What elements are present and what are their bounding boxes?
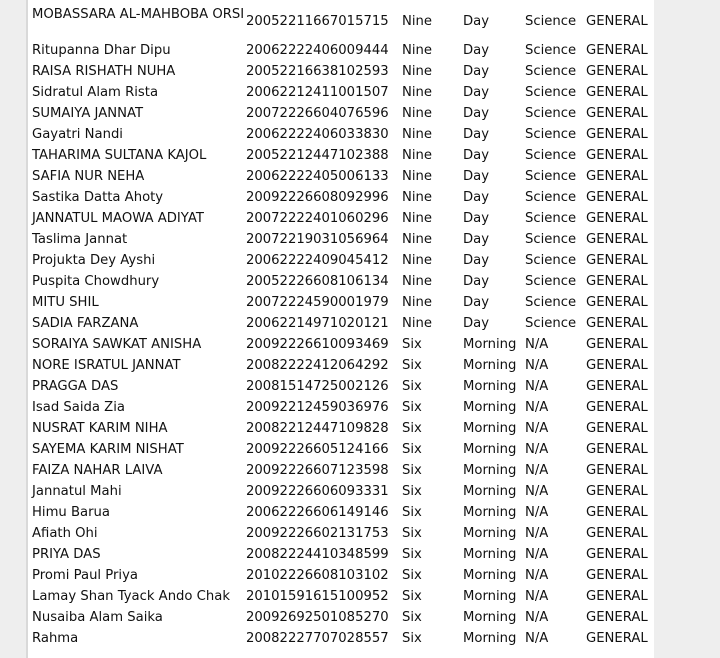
student-name: Jannatul Mahi [32,484,122,499]
student-name: SAFIA NUR NEHA [32,169,145,184]
group-name: N/A [525,442,549,457]
shift-name: Morning [463,442,517,457]
student-id: 20072226604076596 [246,106,389,121]
student-name: Sidratul Alam Rista [32,85,159,100]
table-row [32,523,658,544]
student-id: 20092226602131753 [246,526,389,541]
student-id: 20072222401060296 [246,211,389,226]
category-name: GENERAL [586,169,648,184]
class-name: Nine [402,316,433,331]
category-name: GENERAL [586,85,648,100]
category-name: GENERAL [586,589,648,604]
category-name: GENERAL [586,568,648,583]
category-name: GENERAL [586,610,648,625]
class-name: Six [402,568,422,583]
group-name: Science [525,127,577,142]
category-name: GENERAL [586,421,648,436]
class-name: Six [402,631,422,646]
group-name: Science [525,106,577,121]
class-name: Nine [402,253,433,268]
category-name: GENERAL [586,316,648,331]
table-row [32,376,658,397]
class-name: Nine [402,106,433,121]
student-name: Rahma [32,631,79,646]
category-name: GENERAL [586,14,648,29]
student-id: 20092226610093469 [246,337,389,352]
table-row [32,103,658,124]
table-row [32,628,658,649]
table-row [32,313,658,334]
class-name: Six [402,358,422,373]
student-name: RAISA RISHATH NUHA [32,64,176,79]
category-name: GENERAL [586,484,648,499]
table-row [32,334,658,355]
student-id: 20092226607123598 [246,463,389,478]
student-id: 20092226605124166 [246,442,389,457]
table-row [32,124,658,145]
shift-name: Day [463,211,490,226]
group-name: N/A [525,337,549,352]
shift-name: Morning [463,484,517,499]
student-name: Himu Barua [32,505,110,520]
class-name: Nine [402,211,433,226]
class-name: Six [402,526,422,541]
table-row [32,6,658,40]
category-name: GENERAL [586,463,648,478]
table-row [32,418,658,439]
student-id: 20092212459036976 [246,400,389,415]
shift-name: Morning [463,337,517,352]
table-row [32,166,658,187]
student-name: PRIYA DAS [32,547,101,562]
group-name: Science [525,253,577,268]
shift-name: Day [463,295,490,310]
shift-name: Day [463,274,490,289]
student-name: JANNATUL MAOWA ADIYAT [32,211,204,226]
class-name: Nine [402,274,433,289]
class-name: Six [402,442,422,457]
table-row [32,208,658,229]
group-name: N/A [525,421,549,436]
student-name: PRAGGA DAS [32,379,119,394]
student-name: Gayatri Nandi [32,127,123,142]
student-id: 20062226606149146 [246,505,389,520]
table-row [32,439,658,460]
group-name: Science [525,148,577,163]
group-name: Science [525,85,577,100]
student-name: Promi Paul Priya [32,568,138,583]
shift-name: Day [463,190,490,205]
student-name: NUSRAT KARIM NIHA [32,421,168,436]
student-id: 20062222409045412 [246,253,389,268]
student-name: Projukta Dey Ayshi [32,253,156,268]
student-name: Afiath Ohi [32,526,98,541]
category-name: GENERAL [586,232,648,247]
student-id: 20082227707028557 [246,631,389,646]
table-row [32,187,658,208]
table-row [32,607,658,628]
group-name: N/A [525,589,549,604]
student-name: TAHARIMA SULTANA KAJOL [32,148,207,163]
student-id: 20062222406009444 [246,43,389,58]
class-name: Nine [402,127,433,142]
shift-name: Day [463,14,490,29]
group-name: Science [525,316,577,331]
table-row [32,145,658,166]
student-name: Sastika Datta Ahoty [32,190,164,205]
category-name: GENERAL [586,127,648,142]
category-name: GENERAL [586,43,648,58]
student-name: SUMAIYA JANNAT [32,106,144,121]
table-row [32,565,658,586]
student-id: 20081514725002126 [246,379,389,394]
shift-name: Day [463,169,490,184]
class-name: Six [402,463,422,478]
table-row [32,40,658,61]
class-name: Nine [402,190,433,205]
group-name: Science [525,169,577,184]
student-name: SORAIYA SAWKAT ANISHA [32,337,202,352]
student-name: SADIA FARZANA [32,316,139,331]
category-name: GENERAL [586,211,648,226]
group-name: Science [525,64,577,79]
table-row [32,502,658,523]
table-row [32,586,658,607]
student-name: Puspita Chowdhury [32,274,160,289]
shift-name: Morning [463,526,517,541]
student-name: MITU SHIL [32,295,99,310]
class-name: Nine [402,64,433,79]
group-name: N/A [525,631,549,646]
table-row [32,397,658,418]
shift-name: Morning [463,379,517,394]
shift-name: Day [463,253,490,268]
student-id: 20062222405006133 [246,169,389,184]
table-row [32,82,658,103]
category-name: GENERAL [586,631,648,646]
class-name: Six [402,421,422,436]
student-id: 20082222412064292 [246,358,389,373]
shift-name: Morning [463,631,517,646]
group-name: Science [525,274,577,289]
student-id: 20062222406033830 [246,127,389,142]
student-name: Ritupanna Dhar Dipu [32,43,171,58]
group-name: Science [525,211,577,226]
class-name: Six [402,589,422,604]
shift-name: Day [463,316,490,331]
student-id: 20062212411001507 [246,85,389,100]
group-name: N/A [525,547,549,562]
shift-name: Morning [463,421,517,436]
group-name: N/A [525,610,549,625]
category-name: GENERAL [586,274,648,289]
table-row [32,355,658,376]
student-name: MOBASSARA AL-MAHBOBA ORSI [32,7,245,22]
class-name: Six [402,379,422,394]
group-name: N/A [525,463,549,478]
results-table [32,6,658,649]
shift-name: Day [463,232,490,247]
group-name: N/A [525,568,549,583]
student-name: Taslima Jannat [32,232,128,247]
group-name: Science [525,232,577,247]
group-name: N/A [525,400,549,415]
student-id: 20092226606093331 [246,484,389,499]
category-name: GENERAL [586,358,648,373]
shift-name: Morning [463,610,517,625]
shift-name: Day [463,106,490,121]
category-name: GENERAL [586,400,648,415]
category-name: GENERAL [586,379,648,394]
category-name: GENERAL [586,64,648,79]
category-name: GENERAL [586,547,648,562]
student-name: Isad Saida Zia [32,400,125,415]
class-name: Six [402,610,422,625]
class-name: Nine [402,169,433,184]
shift-name: Morning [463,589,517,604]
student-id: 20102226608103102 [246,568,389,583]
class-name: Nine [402,232,433,247]
category-name: GENERAL [586,106,648,121]
group-name: Science [525,295,577,310]
student-id: 20082224410348599 [246,547,389,562]
category-name: GENERAL [586,295,648,310]
category-name: GENERAL [586,526,648,541]
student-id: 20092692501085270 [246,610,389,625]
student-name: SAYEMA KARIM NISHAT [32,442,184,457]
category-name: GENERAL [586,337,648,352]
student-name: FAIZA NAHAR LAIVA [32,463,163,478]
category-name: GENERAL [586,253,648,268]
table-row [32,61,658,82]
student-id: 20072219031056964 [246,232,389,247]
group-name: N/A [525,379,549,394]
group-name: Science [525,14,577,29]
group-name: Science [525,190,577,205]
student-id: 20072224590001979 [246,295,389,310]
student-name: NORE ISRATUL JANNAT [32,358,181,373]
class-name: Nine [402,14,433,29]
class-name: Six [402,505,422,520]
student-id: 20052212447102388 [246,148,389,163]
shift-name: Morning [463,505,517,520]
group-name: N/A [525,505,549,520]
student-id: 20082212447109828 [246,421,389,436]
table-row [32,229,658,250]
shift-name: Morning [463,358,517,373]
category-name: GENERAL [586,190,648,205]
shift-name: Morning [463,568,517,583]
class-name: Nine [402,148,433,163]
class-name: Six [402,400,422,415]
table-row [32,544,658,565]
category-name: GENERAL [586,442,648,457]
class-name: Nine [402,85,433,100]
group-name: N/A [525,358,549,373]
table-row [32,481,658,502]
table-row [32,250,658,271]
shift-name: Morning [463,463,517,478]
student-id: 20052216638102593 [246,64,389,79]
shift-name: Day [463,43,490,58]
table-row [32,292,658,313]
class-name: Six [402,484,422,499]
shift-name: Day [463,148,490,163]
student-name: Lamay Shan Tyack Ando Chak [32,589,230,604]
category-name: GENERAL [586,505,648,520]
category-name: GENERAL [586,148,648,163]
shift-name: Day [463,64,490,79]
student-name: Nusaiba Alam Saika [32,610,163,625]
shift-name: Day [463,127,490,142]
table-row [32,460,658,481]
class-name: Nine [402,295,433,310]
group-name: Science [525,43,577,58]
class-name: Six [402,337,422,352]
student-id: 20092226608092996 [246,190,389,205]
shift-name: Morning [463,547,517,562]
student-id: 20101591615100952 [246,589,389,604]
student-id: 20062214971020121 [246,316,389,331]
shift-name: Day [463,85,490,100]
group-name: N/A [525,526,549,541]
group-name: N/A [525,484,549,499]
shift-name: Morning [463,400,517,415]
table-row [32,271,658,292]
results-table-body [32,6,658,649]
class-name: Six [402,547,422,562]
student-id: 20052226608106134 [246,274,389,289]
student-id: 20052211667015715 [246,14,389,29]
class-name: Nine [402,43,433,58]
